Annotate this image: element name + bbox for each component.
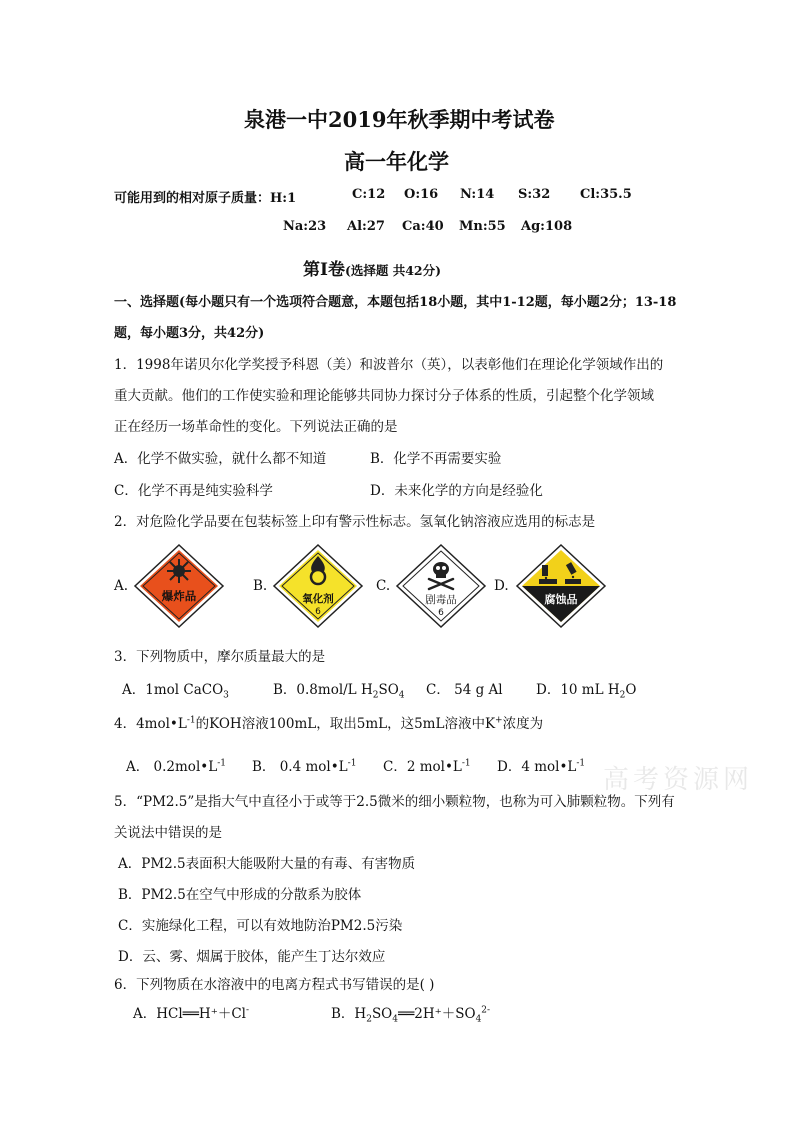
q3-option-b: B．0.8mol/L $H_2SO_4$ — [273, 682, 405, 701]
atomic-mass-n: N:14 — [460, 187, 495, 202]
oxidizer-sign — [272, 543, 364, 629]
q5-option-b: B．PM2.5在空气中形成的分散系为胶体 — [118, 887, 362, 903]
q4-stem: 4．$4mol•L^{-1}$的KOH溶液100mL，取出5mL，这5mL溶液中K+浓度为 — [114, 715, 544, 732]
q1-line-3: 正在经历一场革命性的变化。下列说法正确的是 — [114, 419, 398, 435]
q5-option-c: C．实施绿化工程，可以有效地防治PM2.5污染 — [118, 918, 403, 934]
q3-option-c: C． 54 g Al — [426, 682, 503, 698]
section-instructions-2: 题，每小题3分，共42分) — [114, 326, 265, 341]
q2-option-a: A. — [114, 578, 129, 594]
atomic-mass-ag: Ag:108 — [521, 219, 573, 234]
atomic-mass-al: Al:27 — [347, 219, 385, 234]
q6-option-b: B．$H_2SO_4══2H^++SO_4^{2-}$ — [331, 1005, 491, 1025]
q4-option-c: C．2 $mol•L^{-1}$ — [383, 758, 471, 775]
q5-line-1: 5．“PM2.5”是指大气中直径小于或等于2.5微米的细小颗粒物，也称为可入肺颗粒物。下列有 — [114, 794, 675, 810]
exam-subtitle: 高一年化学 — [344, 149, 449, 174]
atomic-mass-ca: Ca:40 — [402, 219, 444, 234]
section-instructions-1: 一、选择题(每小题只有一个选项符合题意，本题包括18小题，其中1-12题，每小题2分；13-18 — [114, 295, 677, 310]
toxic-sign — [395, 543, 487, 629]
q3-stem: 3．下列物质中，摩尔质量最大的是 — [114, 649, 326, 665]
q5-line-2: 关说法中错误的是 — [114, 825, 222, 841]
atomic-mass-s: S:32 — [518, 187, 551, 202]
q1-line-1: 1．1998年诺贝尔化学奖授予科恩（美）和波普尔（英），以表彰他们在理论化学领域作出的 — [114, 357, 664, 373]
q2-stem: 2．对危险化学品要在包装标签上印有警示性标志。氢氧化钠溶液应选用的标志是 — [114, 514, 596, 530]
atomic-mass-label: 可能用到的相对原子质量：H:1 — [114, 191, 297, 206]
q4-option-d: D．4 $mol•L^{-1}$ — [497, 758, 586, 775]
q6-option-a: A．HCl══H⁺＋Cl- — [133, 1005, 250, 1022]
q1-option-d: D．未来化学的方向是经验化 — [370, 483, 543, 499]
q5-option-a: A．PM2.5表面积大能吸附大量的有毒、有害物质 — [118, 856, 416, 872]
q2-option-c: C. — [376, 578, 391, 594]
corrosive-sign-label: 腐蚀品 — [544, 593, 578, 606]
watermark: 高考资源网 — [603, 765, 754, 795]
q3-option-d: D．10 mL $H_2O$ — [536, 682, 637, 701]
q1-option-b: B．化学不再需要实验 — [370, 451, 502, 467]
atomic-mass-na: Na:23 — [283, 219, 327, 234]
atomic-mass-o: O:16 — [404, 187, 439, 202]
corrosive-sign — [515, 543, 607, 629]
section-heading — [303, 255, 441, 280]
oxidizer-sign-label: 氧化剂 — [302, 593, 334, 605]
q1-line-2: 重大贡献。他们的工作使实验和理论能够共同协力探讨分子体系的性质，引起整个化学领域 — [114, 388, 654, 404]
q2-option-b: B. — [253, 578, 268, 594]
q3-option-a: A．1mol CaCO$_3$ — [122, 682, 229, 701]
q4-option-b: B． 0.4 $mol•L^{-1}$ — [252, 758, 357, 775]
atomic-mass-mn: Mn:55 — [459, 219, 506, 234]
explosive-sign — [133, 543, 225, 629]
exam-title: 泉港一中2019年秋季期中考试卷 — [244, 107, 555, 132]
q2-option-d: D. — [494, 578, 509, 594]
q5-option-d: D．云、雾、烟属于胶体，能产生丁达尔效应 — [118, 949, 386, 965]
atomic-mass-cl: Cl:35.5 — [580, 187, 632, 202]
oxidizer-sign-number: 6 — [315, 607, 321, 617]
toxic-sign-number: 6 — [438, 608, 444, 618]
atomic-mass-c: C:12 — [352, 187, 386, 202]
section-title: 第Ⅰ卷 — [303, 260, 345, 280]
explosive-sign-label: 爆炸品 — [161, 589, 197, 603]
q1-option-c: C．化学不再是纯实验科学 — [114, 483, 273, 499]
q4-option-a: A． $0.2mol•L^{-1}$ — [126, 758, 226, 775]
q6-stem: 6．下列物质在水溶液中的电离方程式书写错误的是( ) — [114, 977, 435, 993]
toxic-sign-label: 剧毒品 — [425, 594, 457, 606]
section-note: (选择题 共42分) — [344, 263, 442, 278]
q1-option-a: A．化学不做实验，就什么都不知道 — [114, 451, 327, 467]
